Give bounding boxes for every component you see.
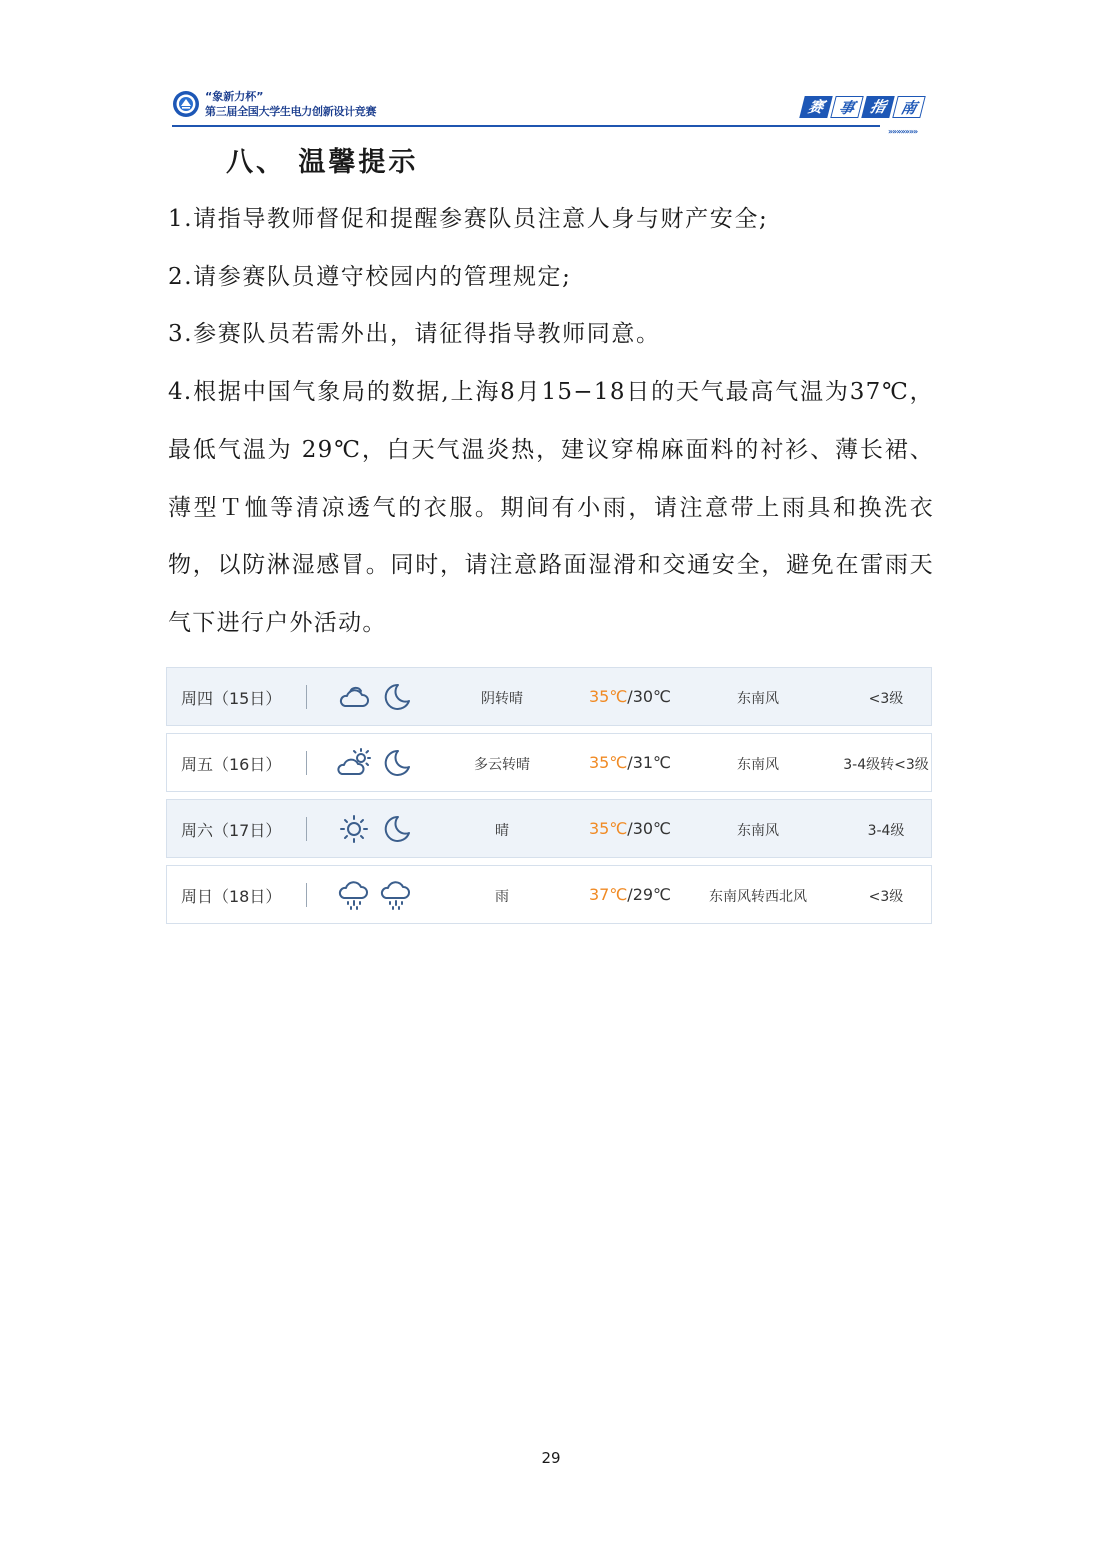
weather-row xyxy=(166,799,932,858)
wind-level: 3-4级 xyxy=(867,823,905,839)
wind-direction: 东南风转西北风 xyxy=(709,889,807,905)
temperature xyxy=(567,753,693,772)
wind-level: <3级 xyxy=(868,691,904,707)
wind-direction: 东南风 xyxy=(737,757,779,773)
sun-icon xyxy=(337,813,371,845)
low-temperature: /29℃ xyxy=(627,885,672,904)
weather-row xyxy=(166,865,932,924)
column-divider xyxy=(306,817,307,841)
tip-2: 2.请参赛队员遵守校园内的管理规定; xyxy=(168,264,572,290)
high-temperature: 35℃ xyxy=(588,819,628,838)
weather-row xyxy=(166,667,932,726)
temperature xyxy=(567,819,693,838)
guide-char: 赛 xyxy=(799,96,832,118)
low-temperature: /30℃ xyxy=(627,687,672,706)
page-number: 29 xyxy=(541,1449,561,1467)
weather-condition: 雨 xyxy=(495,889,509,905)
wind-direction: 东南风 xyxy=(737,823,779,839)
guide-char: 事 xyxy=(830,96,863,118)
competition-logo-icon xyxy=(172,90,200,118)
rain-icon xyxy=(379,879,413,911)
guide-arrows: »»»»»»» xyxy=(888,127,918,136)
header-divider xyxy=(172,125,880,127)
high-temperature: 35℃ xyxy=(588,753,628,772)
weather-day: 周日（18日） xyxy=(181,887,282,906)
section-title: 八、 温馨提示 xyxy=(226,147,419,178)
weather-day: 周六（17日） xyxy=(181,821,282,840)
weather-condition: 多云转晴 xyxy=(474,757,530,773)
guide-char: 南 xyxy=(892,96,925,118)
page-header xyxy=(172,86,930,136)
moon-icon xyxy=(379,747,413,779)
weather-condition: 晴 xyxy=(495,823,509,839)
guide-char: 指 xyxy=(861,96,894,118)
column-divider xyxy=(306,883,307,907)
column-divider xyxy=(306,685,307,709)
tip-3: 3.参赛队员若需外出，请征得指导教师同意。 xyxy=(168,321,661,347)
low-temperature: /31℃ xyxy=(627,753,672,772)
weather-day: 周四（15日） xyxy=(181,689,282,708)
weather-day: 周五（16日） xyxy=(181,755,282,774)
high-temperature: 37℃ xyxy=(588,885,628,904)
wind-level: <3级 xyxy=(868,889,904,905)
moon-icon xyxy=(379,813,413,845)
tip-1: 1.请指导教师督促和提醒参赛队员注意人身与财产安全; xyxy=(168,206,769,232)
partly-sunny-icon xyxy=(337,747,371,779)
moon-icon xyxy=(379,681,413,713)
cloud-icon xyxy=(337,681,371,713)
weather-row xyxy=(166,733,932,792)
temperature xyxy=(567,687,693,706)
org-name-line1: “象新力杯” xyxy=(205,90,264,103)
rain-icon xyxy=(337,879,371,911)
event-guide-badge xyxy=(802,96,930,136)
org-name-line2: 第三届全国大学生电力创新设计竞赛 xyxy=(205,105,377,118)
wind-level: 3-4级转<3级 xyxy=(843,757,929,773)
wind-direction: 东南风 xyxy=(737,691,779,707)
low-temperature: /30℃ xyxy=(627,819,672,838)
column-divider xyxy=(306,751,307,775)
weather-forecast-table xyxy=(166,667,932,931)
high-temperature: 35℃ xyxy=(588,687,628,706)
temperature xyxy=(567,885,693,904)
weather-condition: 阴转晴 xyxy=(481,691,523,707)
tip-4-weather-advice: 4.根据中国气象局的数据,上海8月15−18日的天气最高气温为37℃，最低气温为 29℃，白天气温炎热，建议穿棉麻面料的衬衫、薄长裙、薄型Ｔ恤等清凉透气的衣服。期间有小雨，请注意带上雨具和换洗衣物，以防淋湿感冒。同时，请注意路面湿滑和交通安全，避免在雷雨天气下进行户外活动。 xyxy=(168,379,934,637)
